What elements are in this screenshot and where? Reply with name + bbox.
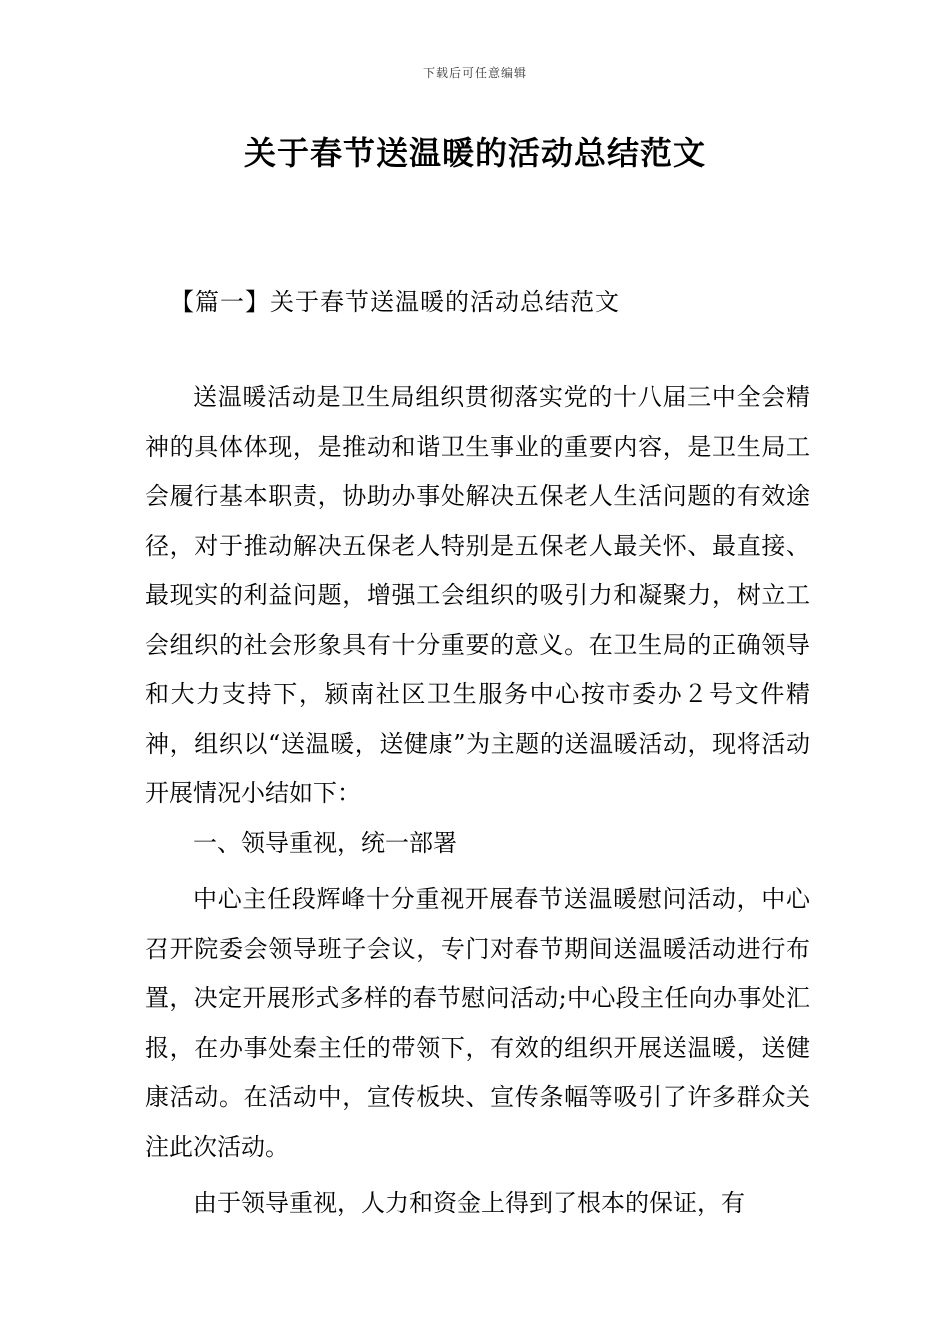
section-heading: 【篇一】关于春节送温暖的活动总结范文	[170, 288, 620, 316]
document-title: 关于春节送温暖的活动总结范文	[243, 134, 706, 172]
body-paragraph-leadership: 中心主任段辉峰十分重视开展春节送温暖慰问活动，中心召开院委会领导班子会议，专门对春节期间送温暖活动进行布置，决定开展形式多样的春节慰问活动;中心段主任向办事处汇报，在办事处秦主任的带领下，有效的组织开展送温暖，送健康活动。在活动中，宣传板块、宣传条幅等吸引了许多群众关注此次活动。	[145, 885, 810, 1161]
header-note: 下载后可任意编辑	[422, 66, 527, 80]
body-subheading-leadership: 一、领导重视，统一部署	[193, 828, 457, 857]
body-paragraph-resources: 由于领导重视，人力和资金上得到了根本的保证，有	[193, 1189, 745, 1217]
body-paragraph-intro: 送温暖活动是卫生局组织贯彻落实党的十八届三中全会精神的具体体现，是推动和谐卫生事业的重要内容，是卫生局工会履行基本职责，协助办事处解决五保老人生活问题的有效途径，对于推动解决五保老人特别是五保老人最关怀、最直接、最现实的利益问题，增强工会组织的吸引力和凝聚力，树立工会组织的社会形象具有十分重要的意义。在卫生局的正确领导和大力支持下，颍南社区卫生服务中心按市委办２号文件精神，组织以“送温暖，送健康”为主题的送温暖活动，现将活动开展情况小结如下：	[145, 383, 810, 807]
document-body	[145, 373, 810, 1229]
